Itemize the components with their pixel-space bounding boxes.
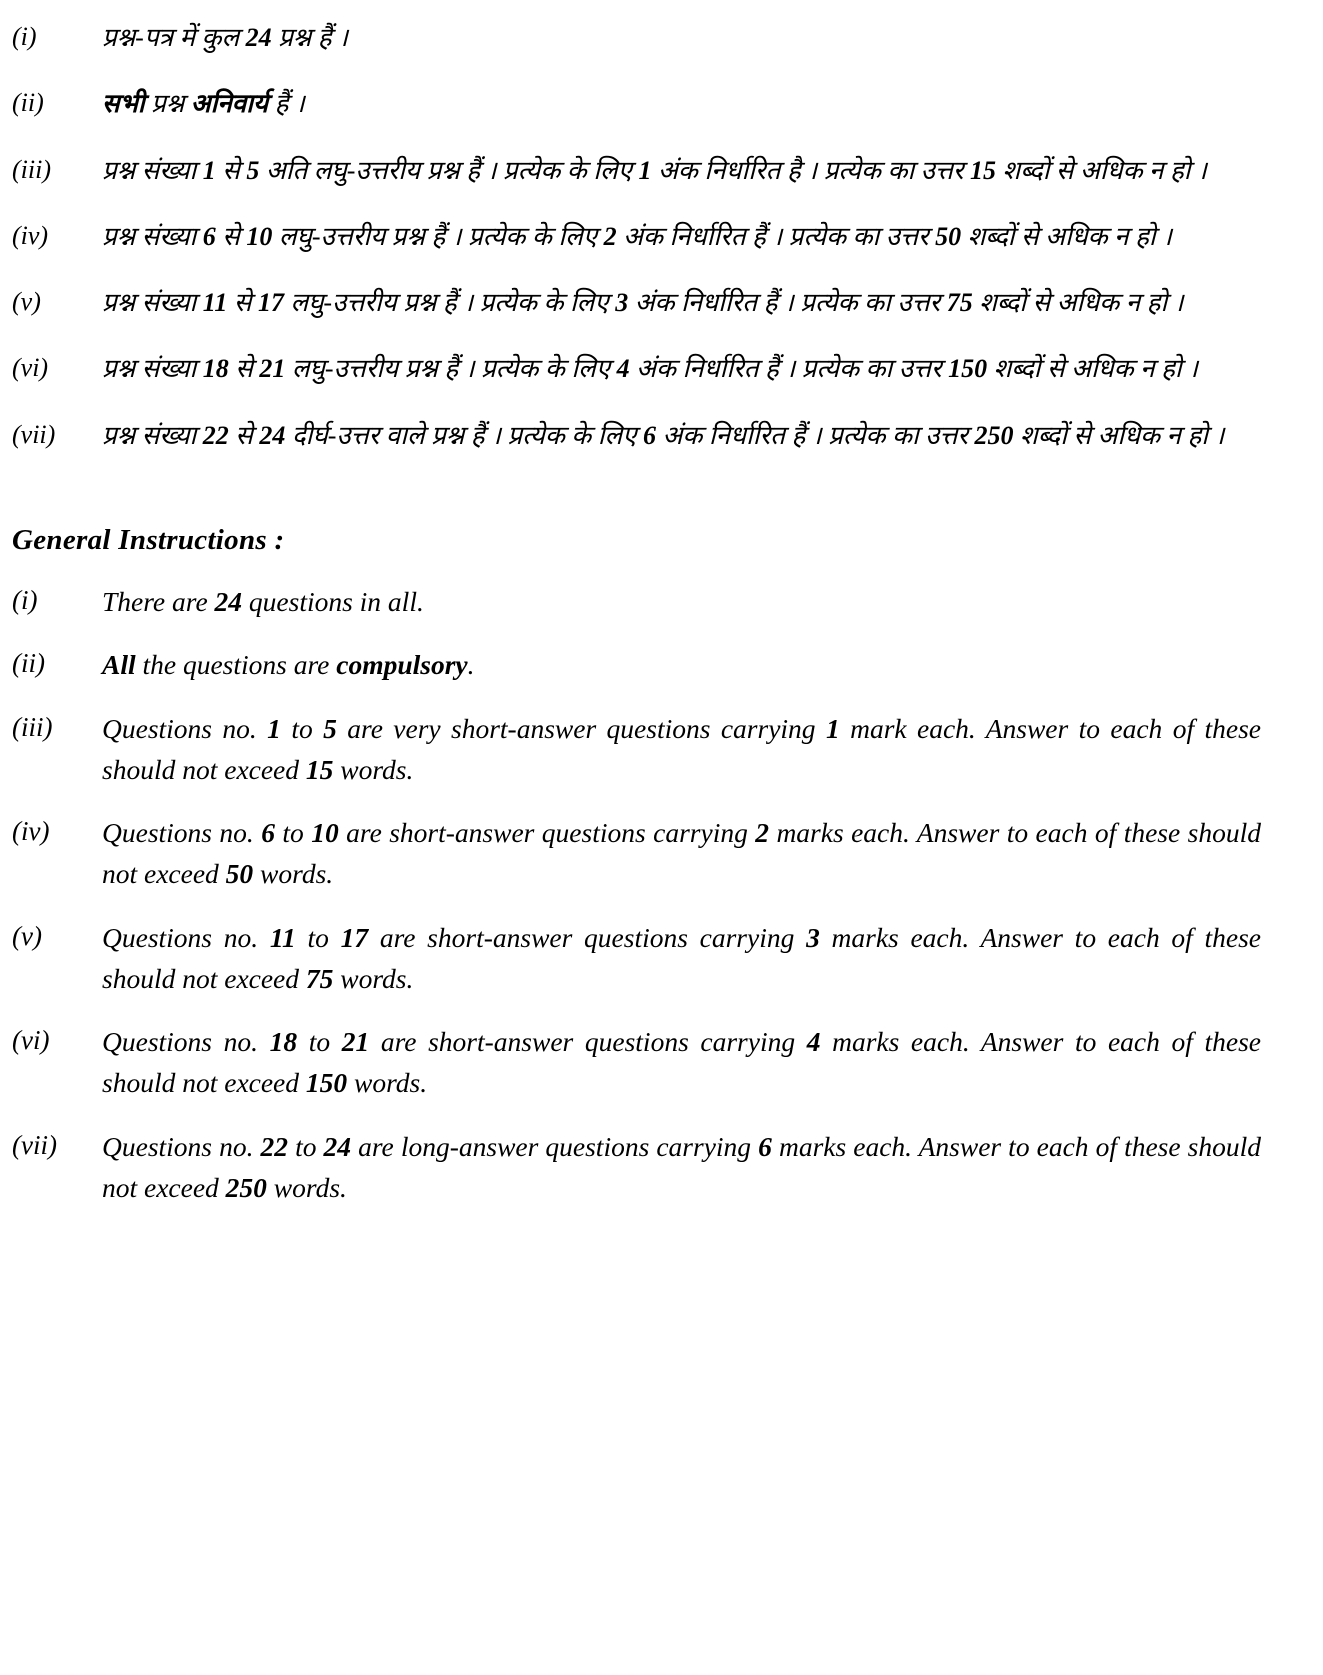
item-text: All the questions are compulsory. — [102, 649, 475, 681]
item-text: प्रश्न संख्या 6 से 10 लघु-उत्तरीय प्रश्न हैं । प्रत्येक के लिए 2 अंक निर्धारित हैं । प्रत्येक का उत्तर 50 शब्दों से अधिक न हो । — [102, 221, 1172, 251]
item-marker: (i) — [12, 22, 37, 51]
item-marker: (vii) — [12, 419, 56, 449]
item-text: प्रश्न संख्या 18 से 21 लघु-उत्तरीय प्रश्न हैं । प्रत्येक के लिए 4 अंक निर्धारित हैं । प्रत्येक का उत्तर 150 शब्दों से अधिक न हो । — [102, 354, 1198, 384]
list-item — [10, 84, 1261, 124]
hindi-instructions-list — [10, 18, 1261, 456]
item-text: प्रश्न संख्या 1 से 5 अति लघु-उत्तरीय प्रश्न हैं । प्रत्येक के लिए 1 अंक निर्धारित है । प्रत्येक का उत्तर 15 शब्दों से अधिक न हो । — [102, 155, 1207, 185]
item-marker: (iii) — [12, 154, 51, 184]
item-marker: (vi) — [12, 1025, 50, 1056]
item-marker: (iv) — [12, 220, 49, 250]
section-spacer — [10, 482, 1261, 524]
list-item — [10, 917, 1261, 1000]
list-item — [10, 581, 1261, 622]
item-text: प्रश्न संख्या 11 से 17 लघु-उत्तरीय प्रश्न हैं । प्रत्येक के लिए 3 अंक निर्धारित हैं । प्रत्येक का उत्तर 75 शब्दों से अधिक न हो । — [102, 288, 1184, 318]
list-item — [10, 708, 1261, 791]
list-item — [10, 1126, 1261, 1209]
english-instructions-list — [10, 581, 1261, 1208]
item-marker: (iii) — [12, 711, 53, 742]
list-item — [10, 151, 1261, 191]
list-item — [10, 283, 1261, 323]
item-text: Questions no. 22 to 24 are long-answer questions carrying 6 marks each. Answer to each of these should not exceed 250 words. — [102, 1130, 1261, 1203]
list-item — [10, 644, 1261, 685]
list-item — [10, 1021, 1261, 1104]
item-marker: (v) — [12, 920, 42, 951]
item-marker: (ii) — [12, 648, 45, 679]
list-item — [10, 217, 1261, 257]
item-marker: (ii) — [12, 88, 44, 118]
list-item — [10, 812, 1261, 895]
item-text: There are 24 questions in all. — [102, 586, 424, 618]
item-text: प्रश्न संख्या 22 से 24 दीर्घ-उत्तर वाले प्रश्न हैं । प्रत्येक के लिए 6 अंक निर्धारित हैं । प्रत्येक का उत्तर 250 शब्दों से अधिक न हो । — [102, 420, 1225, 450]
item-text: सभी प्रश्न अनिवार्य हैं । — [102, 89, 305, 119]
general-instructions-heading: General Instructions : — [12, 524, 285, 557]
item-marker: (iv) — [12, 816, 50, 847]
item-marker: (vii) — [12, 1129, 57, 1160]
item-text: Questions no. 1 to 5 are very short-answer questions carrying 1 mark each. Answer to each of these should not exceed 15 words. — [102, 712, 1261, 785]
item-text: Questions no. 6 to 10 are short-answer questions carrying 2 marks each. Answer to each of these should not exceed 50 words. — [102, 817, 1261, 890]
list-item — [10, 416, 1261, 456]
list-item — [10, 349, 1261, 389]
item-text: Questions no. 18 to 21 are short-answer questions carrying 4 marks each. Answer to each of these should not exceed 150 words. — [102, 1026, 1261, 1099]
item-marker: (vi) — [12, 353, 49, 383]
item-marker: (v) — [12, 287, 41, 317]
item-text: Questions no. 11 to 17 are short-answer questions carrying 3 marks each. Answer to each of these should not exceed 75 words. — [102, 921, 1262, 994]
list-item — [10, 18, 1261, 58]
item-text: प्रश्न-पत्र में कुल 24 प्रश्न हैं । — [102, 23, 348, 52]
item-marker: (i) — [12, 585, 38, 616]
